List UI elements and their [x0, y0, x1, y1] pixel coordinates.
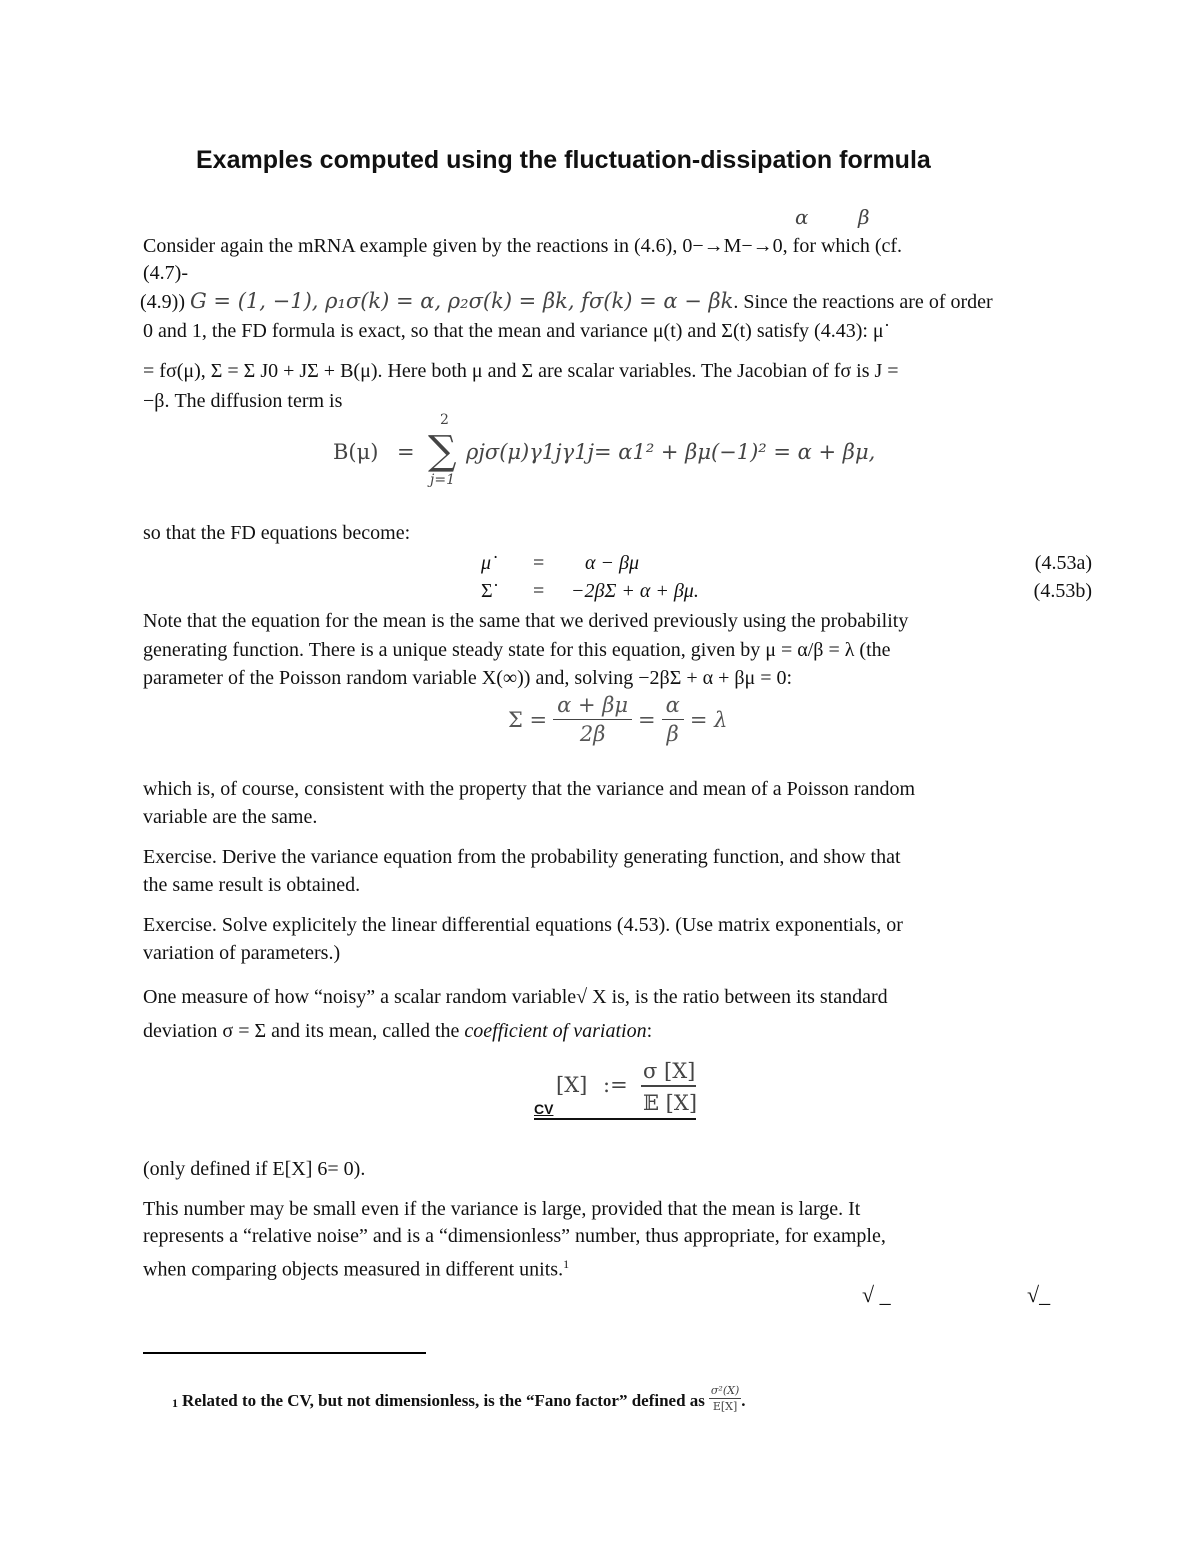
p1-line2: (4.7)- — [143, 262, 188, 284]
p1-line6: −β. The diffusion term is — [143, 390, 343, 412]
fano-num: σ²(X) — [710, 1384, 740, 1397]
eq-cv-subscript: CV — [534, 1101, 554, 1117]
p4-line1: One measure of how “noisy” a scalar random variable√ X is, is the ratio between its standard — [143, 986, 888, 1008]
beta-label: β — [858, 205, 870, 229]
p1-line5: = fσ(μ), Σ = Σ J0 + JΣ + B(μ). Here both μ and Σ are scalar variables. The Jacobian of fσ is J = — [143, 360, 899, 382]
p1-line1: Consider again the mRNA example given by the reactions in (4.6), 0−→M−→0, for which (cf. — [143, 235, 903, 257]
only-defined-note: (only defined if E[X] 6= 0). — [143, 1158, 366, 1180]
eq-b-sum: ∑ — [428, 428, 457, 474]
p4-line2-c: : — [646, 1020, 653, 1042]
eq-sigma-lhs: Σ = — [508, 707, 548, 732]
p2-line3: parameter of the Poisson random variable X(∞)) and, solving −2βΣ + α + βμ = 0: — [143, 667, 793, 689]
eq-sigma-den1: 2β — [579, 722, 606, 746]
eq-cv-underline — [534, 1118, 696, 1120]
coefficient-of-variation-term: coefficient of variation — [464, 1020, 647, 1042]
footnote-mark: 1 — [172, 1396, 178, 1410]
exercise2-line2: variation of parameters.) — [143, 942, 341, 964]
footnote-text: Related to the CV, but not dimensionless, is the “Fano factor” defined as — [182, 1391, 705, 1410]
p5-line3-text: when comparing objects measured in different units. — [143, 1258, 564, 1281]
p5-line2: represents a “relative noise” and is a “dimensionless” number, thus appropriate, for example, — [143, 1225, 886, 1247]
p5-line1: This number may be small even if the variance is large, provided that the mean is large. It — [143, 1198, 861, 1220]
footnote-end: . — [741, 1391, 746, 1410]
p3-line2: variable are the same. — [143, 806, 318, 828]
fd-intro: so that the FD equations become: — [143, 522, 411, 544]
fd-eq2-number: (4.53b) — [1033, 580, 1092, 602]
p1-line4: 0 and 1, the FD formula is exact, so that the mean and variance μ(t) and Σ(t) satisfy (4.43): μ˙ — [143, 320, 891, 342]
p5-line3 — [143, 1250, 569, 1284]
eq-b-lhs: B(μ) — [333, 440, 379, 464]
fd-eq2-rhs: −2βΣ + α + βμ. — [571, 580, 699, 602]
p3-line1: which is, of course, consistent with the property that the variance and mean of a Poisson random — [143, 778, 916, 800]
footnote — [172, 1382, 746, 1411]
footnote-separator — [143, 1352, 426, 1354]
eq-b-term: ρjσ(μ)γ1jγ1j — [466, 440, 595, 464]
fd-eq1-lhs: μ˙ — [481, 552, 498, 574]
stray-root-2: √_ — [1027, 1282, 1051, 1307]
page-title: Examples computed using the fluctuation-dissipation formula — [196, 146, 931, 174]
eq-sigma-frac2 — [662, 693, 684, 746]
eq-b-rhs: = α1² + βμ(−1)² = α + βμ, — [594, 440, 876, 464]
p2-line2: generating function. There is a unique steady state for this equation, given by μ = α/β = λ (the — [143, 639, 891, 661]
eq-cv-lhs: [X] — [556, 1073, 588, 1097]
p1-line3 — [140, 287, 993, 316]
eq-sigma-num2: α — [662, 693, 684, 720]
fd-eq1-number: (4.53a) — [1034, 552, 1092, 574]
eq-cv-num: σ [X] — [643, 1059, 696, 1083]
fano-fraction — [709, 1384, 741, 1413]
p1-line3-math: G = (1, −1), ρ₁σ(k) = α, ρ₂σ(k) = βk, fσ(k) = α − βk — [189, 289, 734, 313]
p4-line2-a: deviation σ = Σ and its mean, called the — [143, 1020, 465, 1042]
eq-sigma-eq2: = — [638, 707, 656, 732]
fd-eq1-rhs: α − βμ — [585, 552, 639, 574]
fd-eq2-lhs: Σ˙ — [481, 580, 500, 602]
eq-cv-fraction-bar — [641, 1085, 696, 1087]
eq-b-sum-bottom: j=1 — [430, 472, 455, 488]
alpha-label: α — [795, 205, 809, 229]
eq-cv-assign: := — [603, 1073, 628, 1097]
exercise1-line2: the same result is obtained. — [143, 874, 361, 896]
exercise2-line1: Exercise. Solve explicitely the linear differential equations (4.53). (Use matrix exponentials, or — [143, 914, 903, 936]
eq-sigma-num1: α + βμ — [553, 693, 632, 720]
eq-cv-den: 𝔼 [X] — [643, 1091, 698, 1115]
eq-sigma — [508, 693, 727, 746]
eq-sigma-frac1 — [553, 693, 632, 746]
exercise1-line1: Exercise. Derive the variance equation from the probability generating function, and show that — [143, 846, 901, 868]
eq-sigma-den2: β — [666, 722, 679, 746]
stray-root-1: √ _ — [862, 1282, 891, 1307]
p4-line2 — [143, 1017, 652, 1045]
p2-line1: Note that the equation for the mean is the same that we derived previously using the probability — [143, 610, 909, 632]
eq-b-equals: = — [397, 440, 415, 464]
fd-eq1-equals: = — [533, 552, 545, 574]
p1-line3-suffix: . Since the reactions are of order — [733, 291, 993, 313]
eq-sigma-tail: = λ — [689, 707, 728, 732]
footnote-ref: 1 — [563, 1257, 570, 1271]
fd-eq2-equals: = — [533, 580, 545, 602]
p1-line3-prefix: (4.9)) — [140, 291, 190, 313]
eq-b-sum-top: 2 — [440, 412, 449, 428]
fano-den: E[X] — [712, 1400, 738, 1413]
